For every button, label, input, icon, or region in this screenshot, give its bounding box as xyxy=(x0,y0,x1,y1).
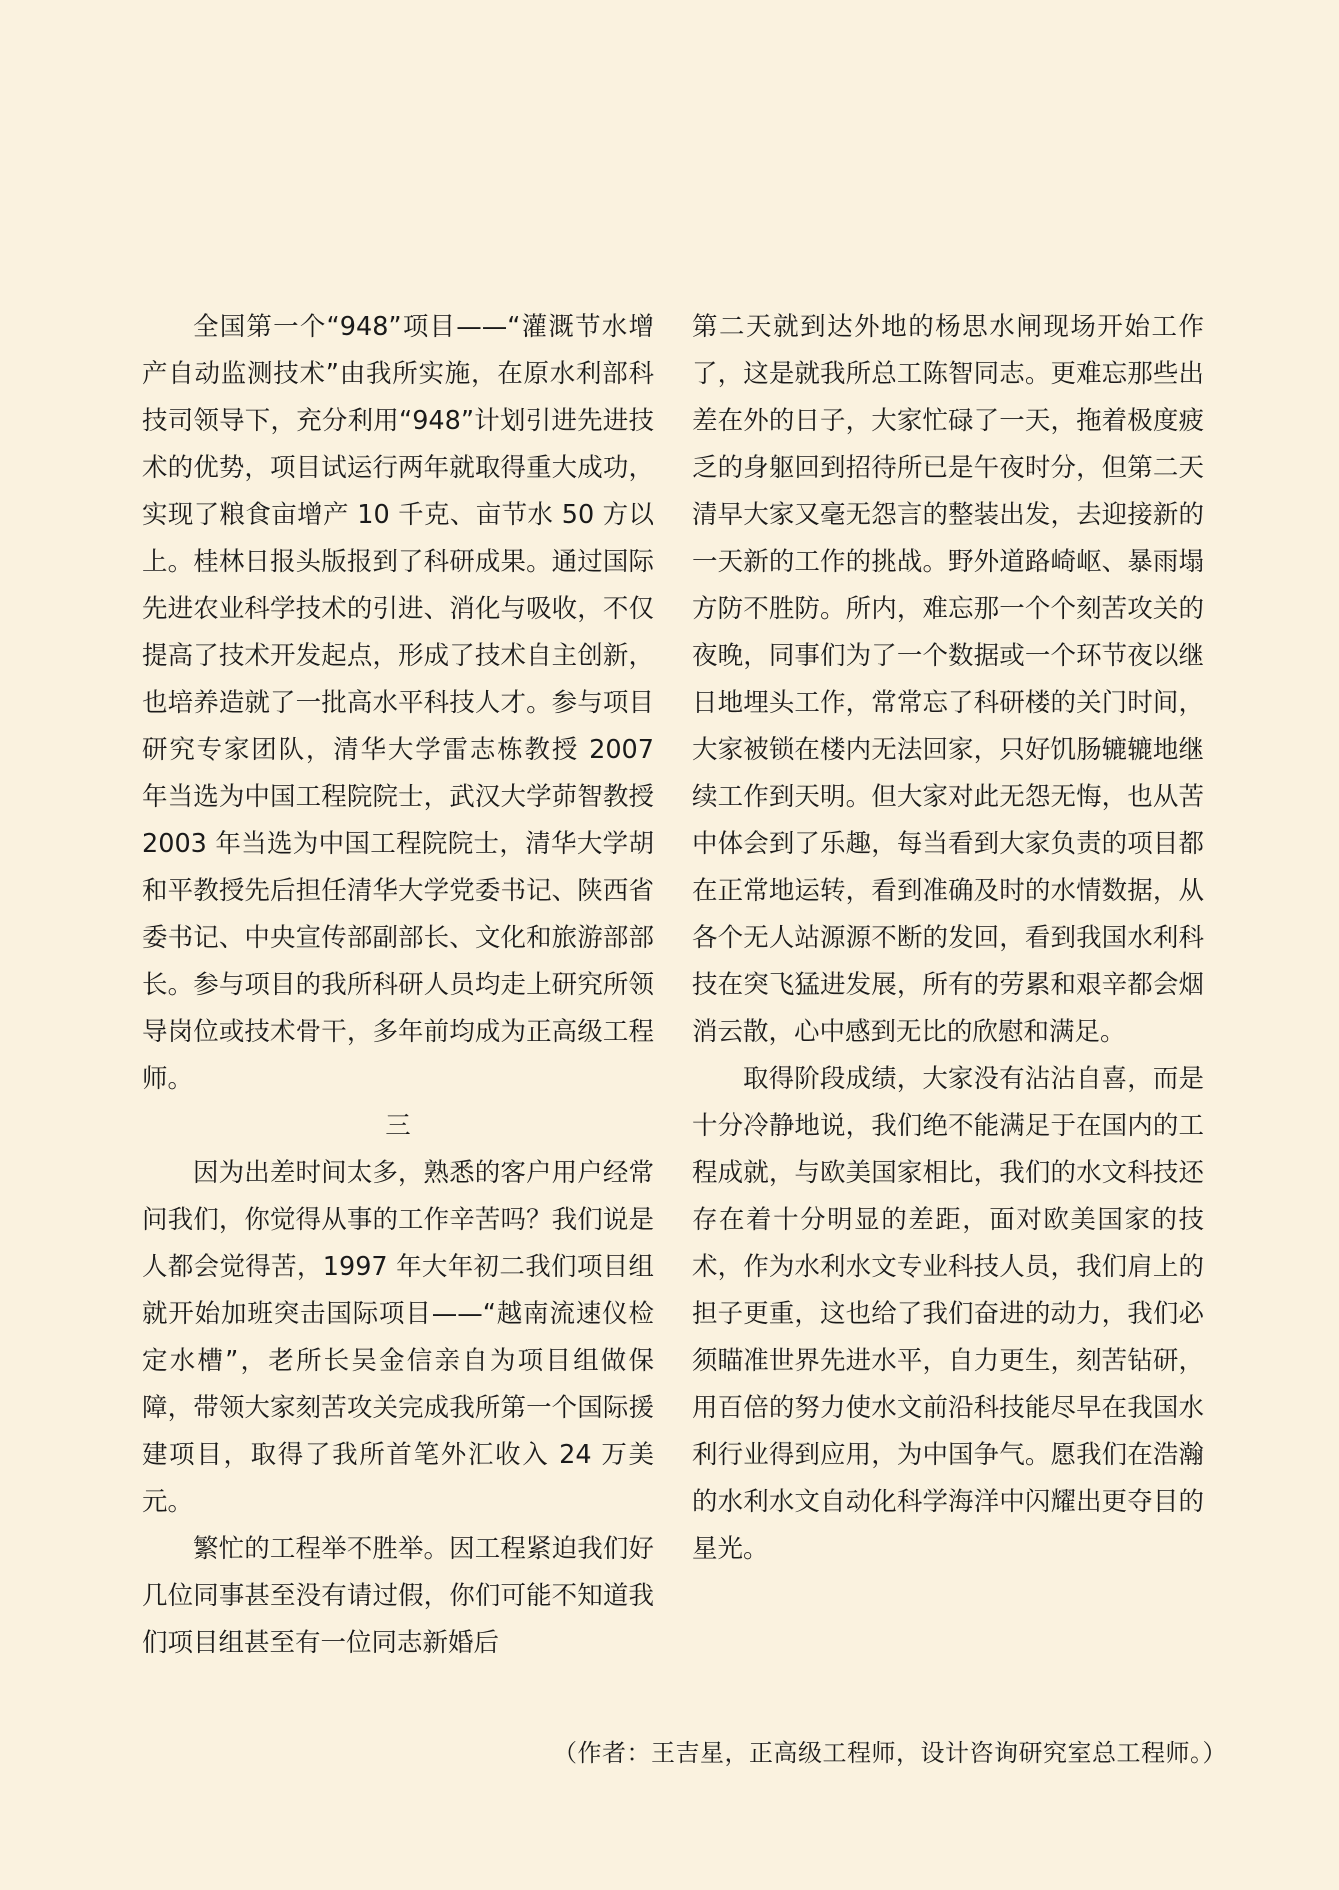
section-heading-three: 三 xyxy=(385,1111,411,1141)
right-paragraph-2: 取得阶段成绩，大家没有沾沾自喜，而是十分冷静地说，我们绝不能满足于在国内的工程成就，与欧美国家相比，我们的水文科技还存在着十分明显的差距，面对欧美国家的技术，作为水利水文专业科技人员，我们肩上的担子更重，这也给了我们奋进的动力，我们必须瞄准世界先进水平，自力更生，刻苦钻研，用百倍的努力使水文前沿科技能尽早在我国水利行业得到应用，为中国争气。愿我们在浩瀚的水利水文自动化科学海洋中闪耀出更夺目的星光。 xyxy=(692,1064,1204,1564)
right-paragraph-1: 第二天就到达外地的杨思水闸现场开始工作了，这是就我所总工陈智同志。更难忘那些出差在外的日子，大家忙碌了一天，拖着极度疲乏的身躯回到招待所已是午夜时分，但第二天清早大家又毫无怨言的整装出发，去迎接新的一天新的工作的挑战。野外道路崎岖、暴雨塌方防不胜防。所内，难忘那一个个刻苦攻关的夜晚，同事们为了一个数据或一个环节夜以继日地埋头工作，常常忘了科研楼的关门时间，大家被锁在楼内无法回家，只好饥肠辘辘地继续工作到天明。但大家对此无怨无悔，也从苦中体会到了乐趣，每当看到大家负责的项目都在正常地运转，看到准确及时的水情数据，从各个无人站源源不断的发回，看到我国水利科技在突飞猛进发展，所有的劳累和艰辛都会烟消云散，心中感到无比的欣慰和满足。 xyxy=(692,312,1204,1047)
left-paragraph-3: 繁忙的工程举不胜举。因工程紧迫我们好几位同事甚至没有请过假，你们可能不知道我们项目组甚至有一位同志新婚后 xyxy=(142,1534,654,1658)
right-column xyxy=(692,304,1204,1573)
left-paragraph-2: 因为出差时间太多，熟悉的客户用户经常问我们，你觉得从事的工作辛苦吗？我们说是人都会觉得苦，1997 年大年初二我们项目组就开始加班突击国际项目——“越南流速仪检定水槽”，老所长吴金信亲自为项目组做保障，带领大家刻苦攻关完成我所第一个国际援建项目，取得了我所首笔外汇收入 24 万美元。 xyxy=(142,1158,654,1517)
left-column xyxy=(142,304,654,1667)
left-paragraph-1: 全国第一个“948”项目——“灌溉节水增产自动监测技术”由我所实施，在原水利部科技司领导下，充分利用“948”计划引进先进技术的优势，项目试运行两年就取得重大成功，实现了粮食亩增产 10 千克、亩节水 50 方以上。桂林日报头版报到了科研成果。通过国际先进农业科学技术的引进、消化与吸收，不仅提高了技术开发起点，形成了技术自主创新，也培养造就了一批高水平科技人才。参与项目研究专家团队，清华大学雷志栋教授 2007 年当选为中国工程院院士，武汉大学茆智教授 2003 年当选为中国工程院院士，清华大学胡和平教授先后担任清华大学党委书记、陕西省委书记、中央宣传部副部长、文化和旅游部部长。参与项目的我所科研人员均走上研究所领导岗位或技术骨干，多年前均成为正高级工程师。 xyxy=(142,312,654,1094)
author-byline: （作者：王吉星，正高级工程师，设计咨询研究室总工程师。） xyxy=(553,1739,1227,1767)
